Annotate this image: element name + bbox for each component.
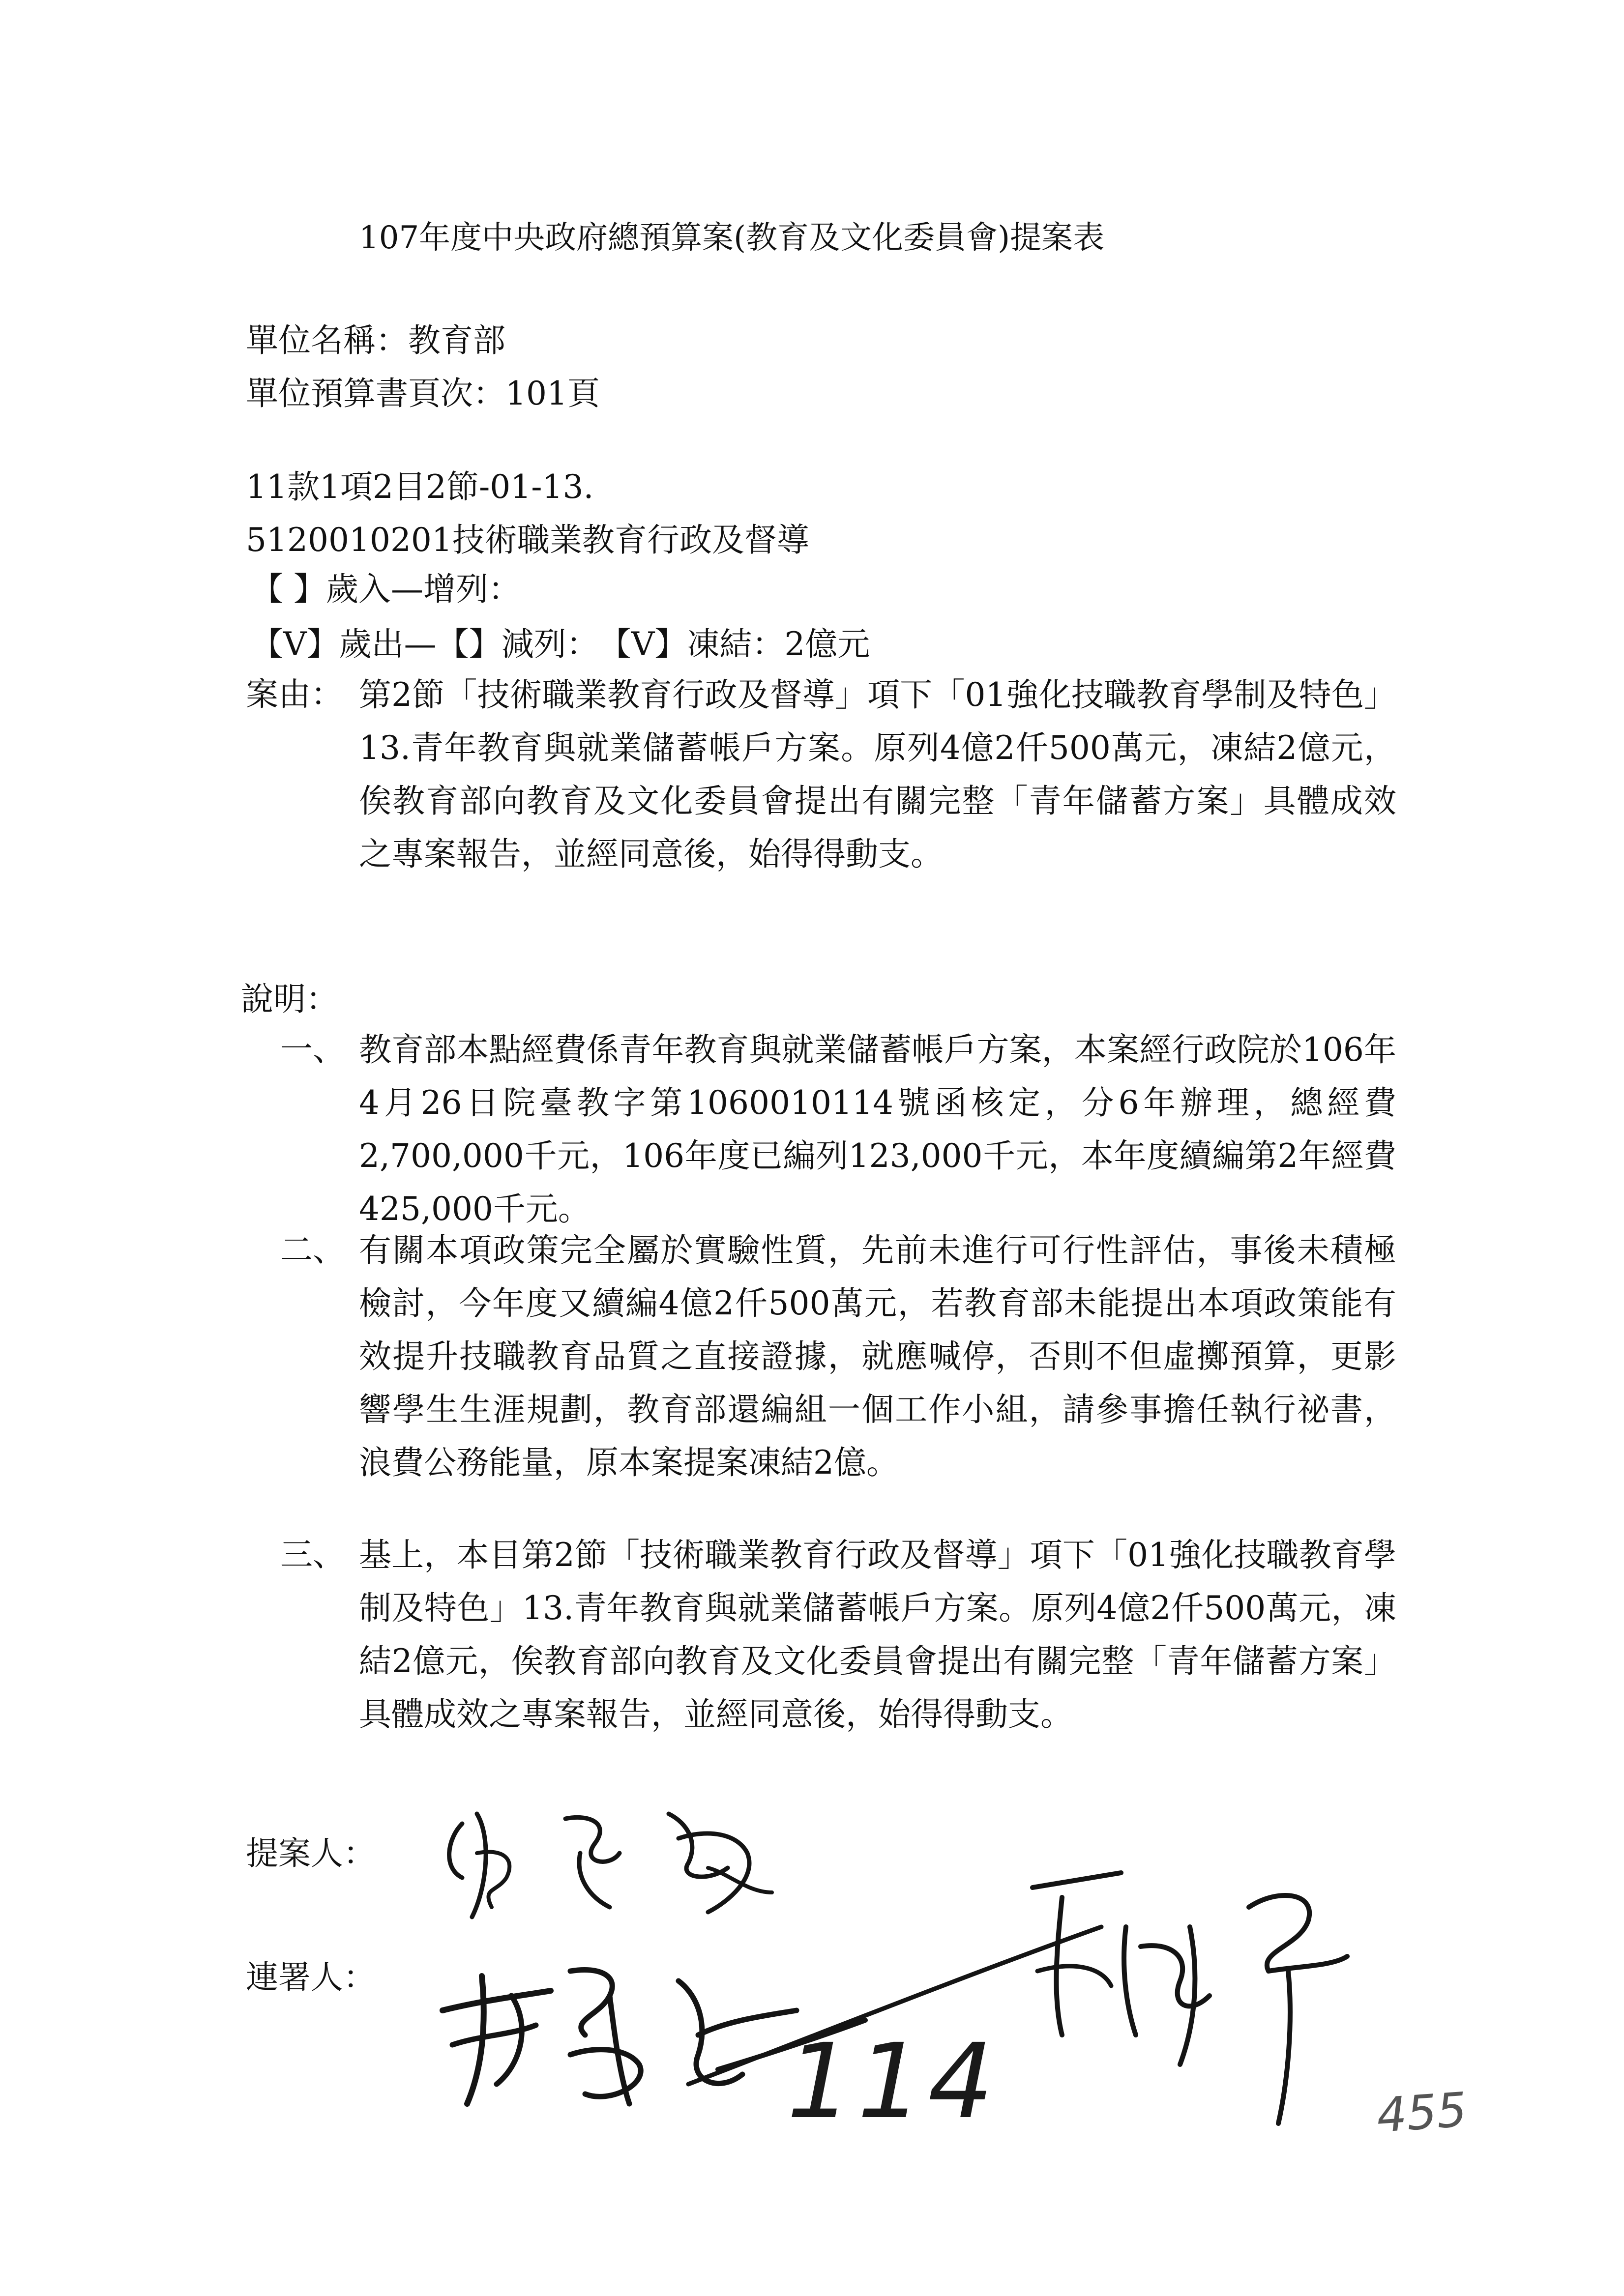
program-name: 5120010201技術職業教育行政及督導	[246, 521, 809, 559]
reason-label: 案由：	[246, 675, 343, 713]
item-3-body: 基上，本目第2節「技術職業教育行政及督導」項下「01強化技職教育學制及特色」13.青年教育與就業儲蓄帳戶方案。原列4億2仟500萬元，凍結2億元，俟教育部向教育及文化委員會提出有關完整「青年儲蓄方案」具體成效之專案報告，並經同意後，始得得動支。	[359, 1536, 1396, 1733]
expenditure-line: 【V】歲出—【】減列： 【V】凍結：2億元	[251, 625, 870, 663]
document-title: 107年度中央政府總預算案(教育及文化委員會)提案表	[359, 220, 1105, 256]
item-1-body: 教育部本點經費係青年教育與就業儲蓄帳戶方案，本案經行政院於106年4月26日院臺教字第1060010114號函核定，分6年辦理，總經費2,700,000千元，106年度已編列123,000千元，本年度續編第2年經費425,000千元。	[359, 1031, 1396, 1228]
item-3-text	[359, 1529, 1396, 1741]
proposer-label: 提案人：	[246, 1834, 376, 1872]
item-2-body: 有關本項政策完全屬於實驗性質，先前未進行可行性評估，事後未積極檢討，今年度又續編4億2仟500萬元，若教育部未能提出本項政策能有效提升技職教育品質之直接證據，就應喊停，否則不但虛擲預算，更影響學生生涯規劃，教育部還編組一個工作小組，請參事擔任執行祕書，浪費公務能量，原本案提案凍結2億。	[359, 1231, 1396, 1482]
unit-name: 單位名稱：教育部	[246, 321, 505, 359]
handwritten-number: 114	[787, 2021, 999, 2142]
item-3-marker: 三、	[280, 1536, 345, 1573]
item-1-text	[359, 1023, 1396, 1236]
revenue-line: 【 】歲入—增列：	[251, 570, 521, 608]
budget-page: 單位預算書頁次：101頁	[246, 375, 600, 412]
cosigner-label: 連署人：	[246, 1958, 376, 1996]
item-1-marker: 一、	[280, 1030, 345, 1068]
explanation-label: 說明：	[241, 980, 338, 1018]
reason-text	[359, 668, 1396, 881]
item-2-text	[359, 1224, 1396, 1489]
page-mark: 455	[1375, 2082, 1469, 2144]
reason-body: 第2節「技術職業教育行政及督導」項下「01強化技職教育學制及特色」13.青年教育與就業儲蓄帳戶方案。原列4億2仟500萬元，凍結2億元，俟教育部向教育及文化委員會提出有關完整「青年儲蓄方案」具體成效之專案報告，並經同意後，始得得動支。	[359, 676, 1396, 873]
account-code: 11款1項2目2節-01-13.	[246, 468, 594, 506]
item-2-marker: 二、	[280, 1231, 345, 1269]
